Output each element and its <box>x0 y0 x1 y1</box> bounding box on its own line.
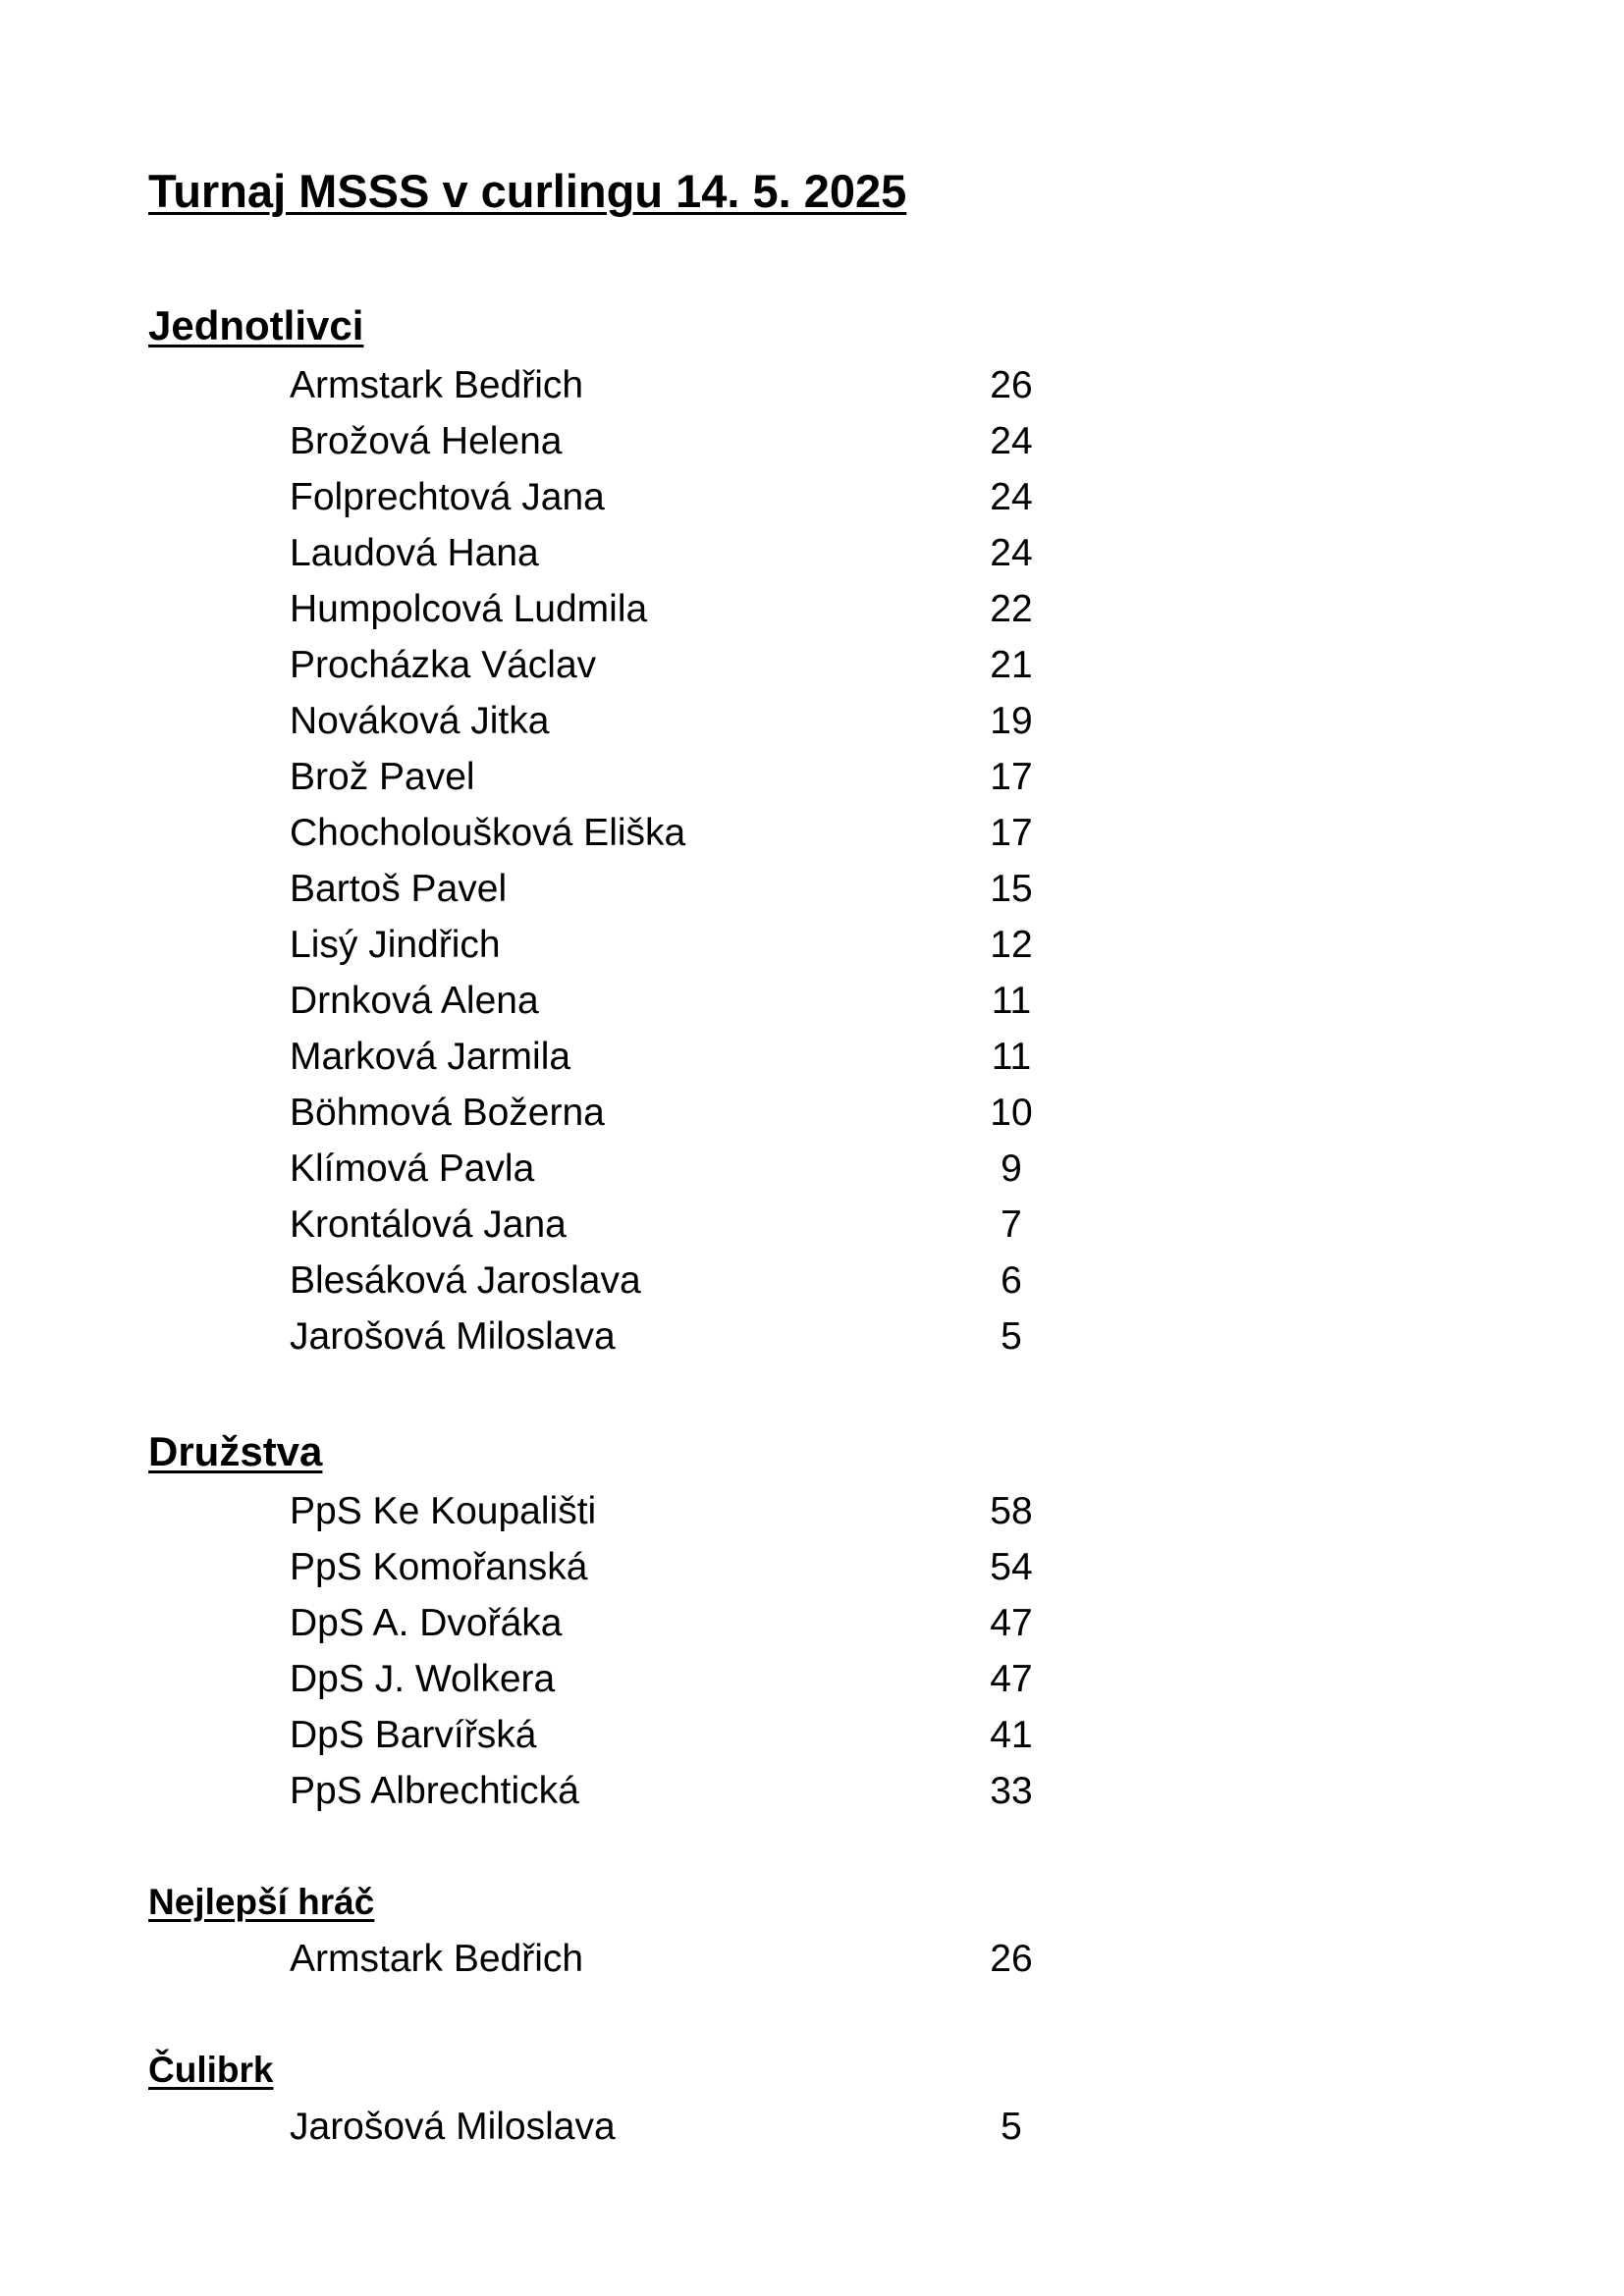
team-name: PpS Ke Koupališti <box>290 1490 597 1532</box>
section-heading: Čulibrk <box>148 2050 274 2090</box>
team-score: 47 <box>990 1658 1033 1700</box>
participant-score: 19 <box>990 700 1033 742</box>
list-item <box>0 581 1624 637</box>
participant-score: 5 <box>1001 2106 1022 2148</box>
participant-name: Jarošová Miloslava <box>290 1315 616 1358</box>
list-item <box>0 1085 1624 1141</box>
list-item <box>0 1483 1624 1539</box>
participant-score: 24 <box>990 420 1033 462</box>
participant-score: 24 <box>990 532 1033 574</box>
participant-score: 7 <box>1001 1203 1022 1246</box>
participant-name: Humpolcová Ludmila <box>290 588 648 630</box>
participant-name: Marková Jarmila <box>290 1036 571 1078</box>
participant-name: Brož Pavel <box>290 756 475 798</box>
participant-score: 11 <box>991 1036 1032 1078</box>
participant-name: Armstark Bedřich <box>290 364 584 406</box>
list-item <box>0 525 1624 581</box>
participant-score: 10 <box>990 1092 1033 1134</box>
list-item <box>0 357 1624 413</box>
participant-name: Laudová Hana <box>290 532 539 574</box>
section-heading: Družstva <box>148 1428 323 1474</box>
list-item <box>0 1197 1624 1253</box>
team-score: 47 <box>990 1602 1033 1644</box>
participant-name: Brožová Helena <box>290 420 563 462</box>
participant-name: Nováková Jitka <box>290 700 550 742</box>
list-item <box>0 1308 1624 1364</box>
participant-score: 6 <box>1001 1259 1022 1302</box>
participant-name: Folprechtová Jana <box>290 476 605 518</box>
list-item <box>0 749 1624 805</box>
team-score: 41 <box>990 1714 1033 1756</box>
list-item <box>0 1141 1624 1197</box>
list-item <box>0 805 1624 861</box>
list-item <box>0 1253 1624 1308</box>
participant-name: Jarošová Miloslava <box>290 2106 616 2148</box>
participant-name: Blesáková Jaroslava <box>290 1259 641 1302</box>
list-item <box>0 917 1624 973</box>
participant-name: Drnková Alena <box>290 980 539 1022</box>
list-item <box>0 1931 1624 1987</box>
list-item <box>0 1539 1624 1595</box>
participant-score: 5 <box>1001 1315 1022 1358</box>
participant-name: Chocholoušková Eliška <box>290 812 686 854</box>
participant-score: 11 <box>991 980 1032 1022</box>
participant-score: 15 <box>990 868 1033 910</box>
list-item <box>0 861 1624 917</box>
team-score: 54 <box>990 1546 1033 1588</box>
participant-name: Bartoš Pavel <box>290 868 508 910</box>
team-name: DpS Barvířská <box>290 1714 537 1756</box>
participant-score: 24 <box>990 476 1033 518</box>
participant-name: Klímová Pavla <box>290 1148 535 1190</box>
team-score: 58 <box>990 1490 1033 1532</box>
participant-score: 12 <box>990 924 1033 966</box>
participant-score: 21 <box>990 644 1033 686</box>
participant-score: 26 <box>990 1938 1033 1980</box>
list-item <box>0 1595 1624 1651</box>
team-name: DpS J. Wolkera <box>290 1658 556 1700</box>
list-item <box>0 469 1624 525</box>
team-name: PpS Albrechtická <box>290 1770 579 1812</box>
team-name: DpS A. Dvořáka <box>290 1602 563 1644</box>
section-heading: Jednotlivci <box>148 302 364 348</box>
participant-name: Lisý Jindřich <box>290 924 501 966</box>
list-item <box>0 973 1624 1029</box>
participant-score: 26 <box>990 364 1033 406</box>
list-item <box>0 1651 1624 1707</box>
team-name: PpS Komořanská <box>290 1546 588 1588</box>
participant-name: Krontálová Jana <box>290 1203 567 1246</box>
participant-name: Armstark Bedřich <box>290 1938 584 1980</box>
list-item <box>0 1707 1624 1763</box>
participant-name: Böhmová Božerna <box>290 1092 605 1134</box>
participant-score: 17 <box>990 812 1033 854</box>
list-item <box>0 637 1624 693</box>
list-item <box>0 693 1624 749</box>
list-item <box>0 1029 1624 1085</box>
list-item <box>0 2099 1624 2155</box>
participant-score: 22 <box>990 588 1033 630</box>
document-title: Turnaj MSSS v curlingu 14. 5. 2025 <box>148 165 907 217</box>
list-item <box>0 413 1624 469</box>
participant-score: 9 <box>1001 1148 1022 1190</box>
list-item <box>0 1763 1624 1819</box>
participant-name: Procházka Václav <box>290 644 597 686</box>
section-heading: Nejlepší hráč <box>148 1882 375 1922</box>
team-score: 33 <box>990 1770 1033 1812</box>
participant-score: 17 <box>990 756 1033 798</box>
